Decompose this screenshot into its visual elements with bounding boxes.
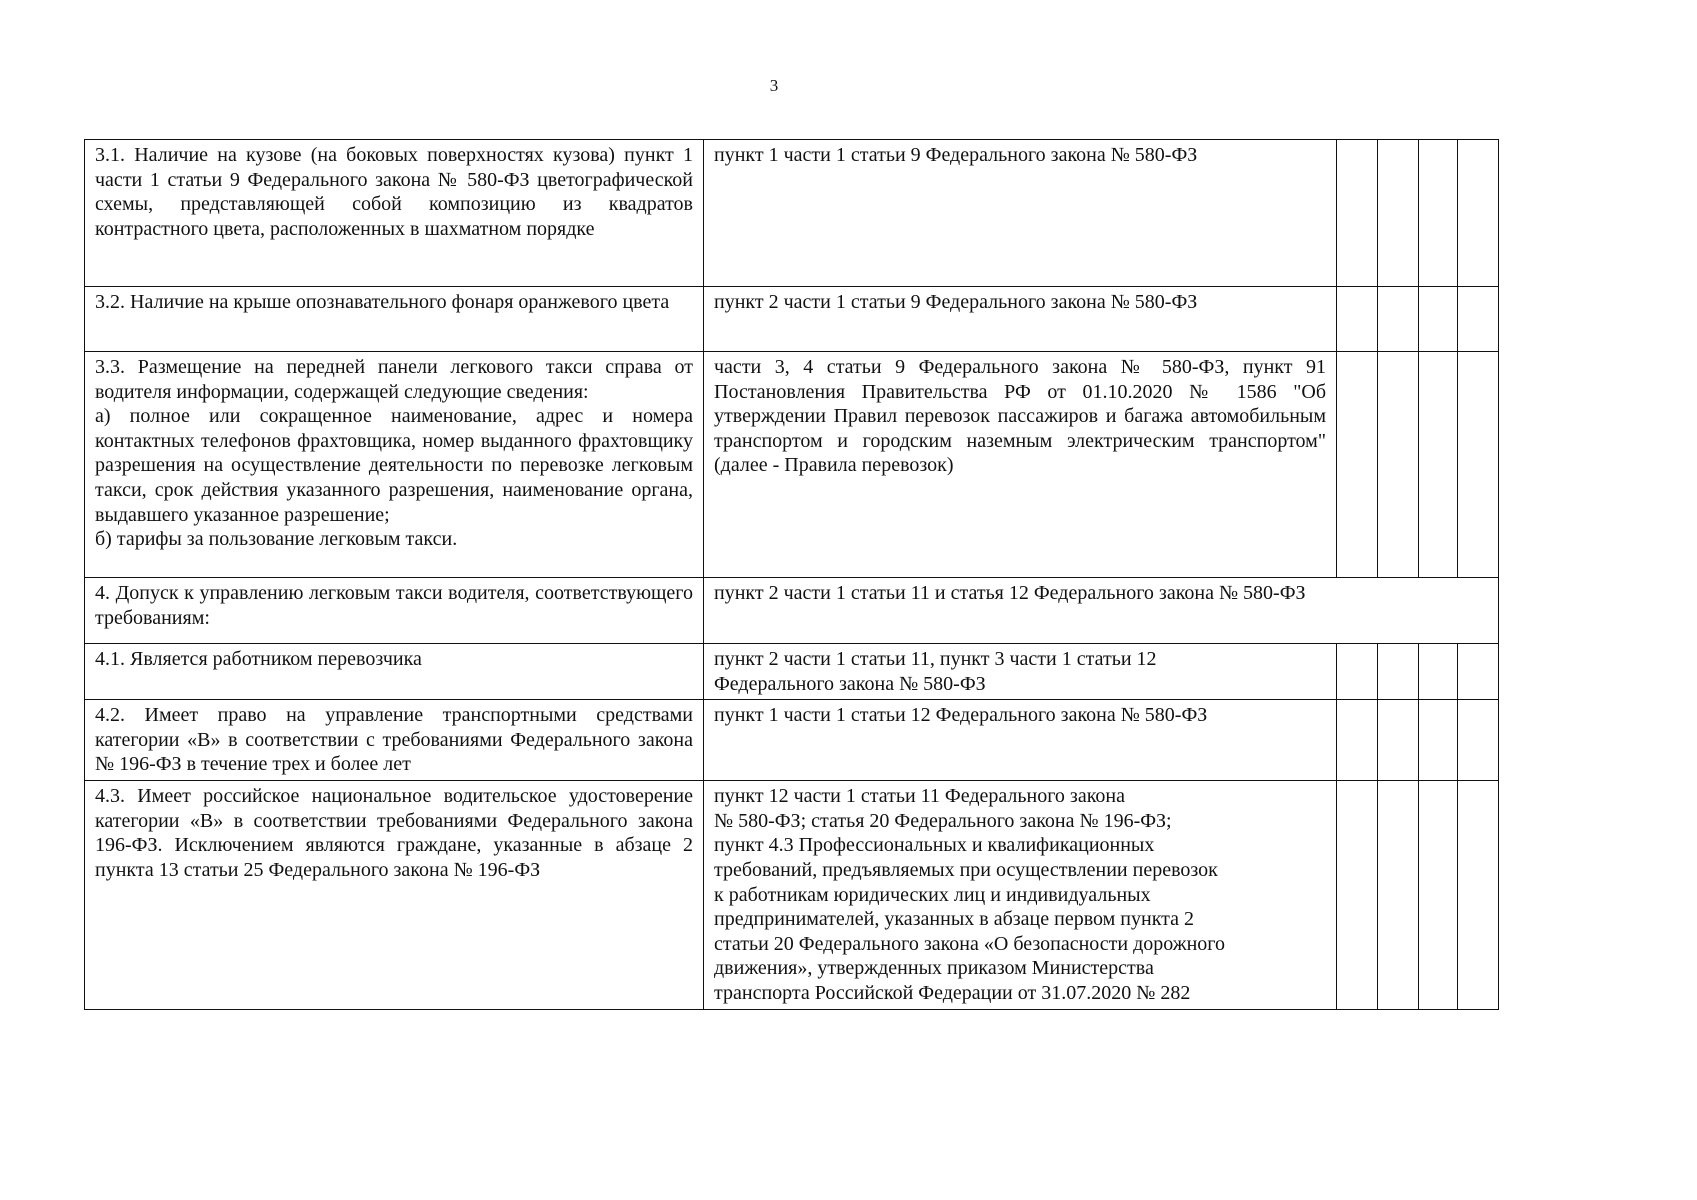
table-row (85, 287, 1499, 352)
requirements-table (84, 139, 1499, 1010)
requirement-cell: 4.2. Имеет право на управление транспортными средствами категории «В» в соответствии с требованиями Федерального закона № 196-ФЗ в течение трех и более лет (85, 700, 704, 781)
legal-reference-cell: пункт 2 части 1 статьи 11, пункт 3 части 1 статьи 12 Федерального закона № 580-ФЗ (704, 644, 1337, 700)
check-cell[interactable] (1419, 781, 1458, 1009)
table-row (85, 700, 1499, 781)
table-row (85, 140, 1499, 287)
check-cell[interactable] (1419, 352, 1458, 578)
check-cell[interactable] (1419, 700, 1458, 781)
check-cell[interactable] (1458, 287, 1499, 352)
check-cell[interactable] (1378, 352, 1419, 578)
page-number: 3 (769, 76, 779, 95)
check-cell[interactable] (1419, 140, 1458, 287)
check-cell[interactable] (1458, 644, 1499, 700)
check-cell[interactable] (1378, 781, 1419, 1009)
check-cell[interactable] (1378, 140, 1419, 287)
requirement-cell: 4.3. Имеет российское национальное водительское удостоверение категории «В» в соответствии требованиями Федерального закона 196-ФЗ. Исключением являются граждане, указанные в абзаце 2 пункта 13 статьи 25 Федерального закона № 196-ФЗ (85, 781, 704, 1009)
check-cell[interactable] (1378, 700, 1419, 781)
check-cell[interactable] (1337, 352, 1378, 578)
check-cell[interactable] (1458, 140, 1499, 287)
check-cell[interactable] (1337, 644, 1378, 700)
check-cell[interactable] (1458, 700, 1499, 781)
legal-reference-cell: пункт 2 части 1 статьи 9 Федерального закона № 580-ФЗ (704, 287, 1337, 352)
check-cell[interactable] (1337, 781, 1378, 1009)
legal-reference-cell: пункт 1 части 1 статьи 12 Федерального закона № 580-ФЗ (704, 700, 1337, 781)
check-cell[interactable] (1419, 287, 1458, 352)
check-cell[interactable] (1419, 644, 1458, 700)
table-row (85, 644, 1499, 700)
table-row (85, 781, 1499, 1009)
legal-reference-cell: пункт 1 части 1 статьи 9 Федерального закона № 580-ФЗ (704, 140, 1337, 287)
check-cell[interactable] (1337, 140, 1378, 287)
requirement-cell: 3.1. Наличие на кузове (на боковых поверхностях кузова) пункт 1 части 1 статьи 9 Федерального закона № 580-ФЗ цветографической схемы, представляющей собой композицию из квадратов контрастного цвета, расположенных в шахматном порядке (85, 140, 704, 287)
check-cell[interactable] (1337, 287, 1378, 352)
check-cell[interactable] (1378, 287, 1419, 352)
requirement-cell: 4.1. Является работником перевозчика (85, 644, 704, 700)
requirement-cell: 4. Допуск к управлению легковым такси водителя, соответствующего требованиям: (85, 578, 704, 644)
check-cell[interactable] (1458, 781, 1499, 1009)
requirement-cell: 3.2. Наличие на крыше опознавательного фонаря оранжевого цвета (85, 287, 704, 352)
check-cell[interactable] (1458, 352, 1499, 578)
requirement-cell: 3.3. Размещение на передней панели легкового такси справа от водителя информации, содержащей следующие сведения: а) полное или сокращенное наименование, адрес и номера контактных телефонов фрахтовщика, номер выданного фрахтовщику разрешения на осуществление деятельности по перевозке легковым такси, срок действия указанного разрешения, наименование органа, выдавшего указанное разрешение; б) тарифы за пользование легковым такси. (85, 352, 704, 578)
table-row (85, 578, 1499, 644)
legal-reference-cell: пункт 2 части 1 статьи 11 и статья 12 Федерального закона № 580-ФЗ (704, 578, 1499, 644)
check-cell[interactable] (1378, 644, 1419, 700)
legal-reference-cell: части 3, 4 статьи 9 Федерального закона № 580-ФЗ, пункт 91 Постановления Правительства РФ от 01.10.2020 № 1586 "Об утверждении Правил перевозок пассажиров и багажа автомобильным транспортом и городским наземным электрическим транспортом" (далее - Правила перевозок) (704, 352, 1337, 578)
check-cell[interactable] (1337, 700, 1378, 781)
table-row (85, 352, 1499, 578)
legal-reference-cell: пункт 12 части 1 статьи 11 Федерального закона № 580-ФЗ; статья 20 Федерального закона № 196-ФЗ; пункт 4.3 Профессиональных и квалификационных требований, предъявляемых при осуществлении перевозок к работникам юридических лиц и индивидуальных предпринимателей, указанных в абзаце первом пункта 2 статьи 20 Федерального закона «О безопасности дорожного движения», утвержденных приказом Министерства транспорта Российской Федерации от 31.07.2020 № 282 (704, 781, 1337, 1009)
